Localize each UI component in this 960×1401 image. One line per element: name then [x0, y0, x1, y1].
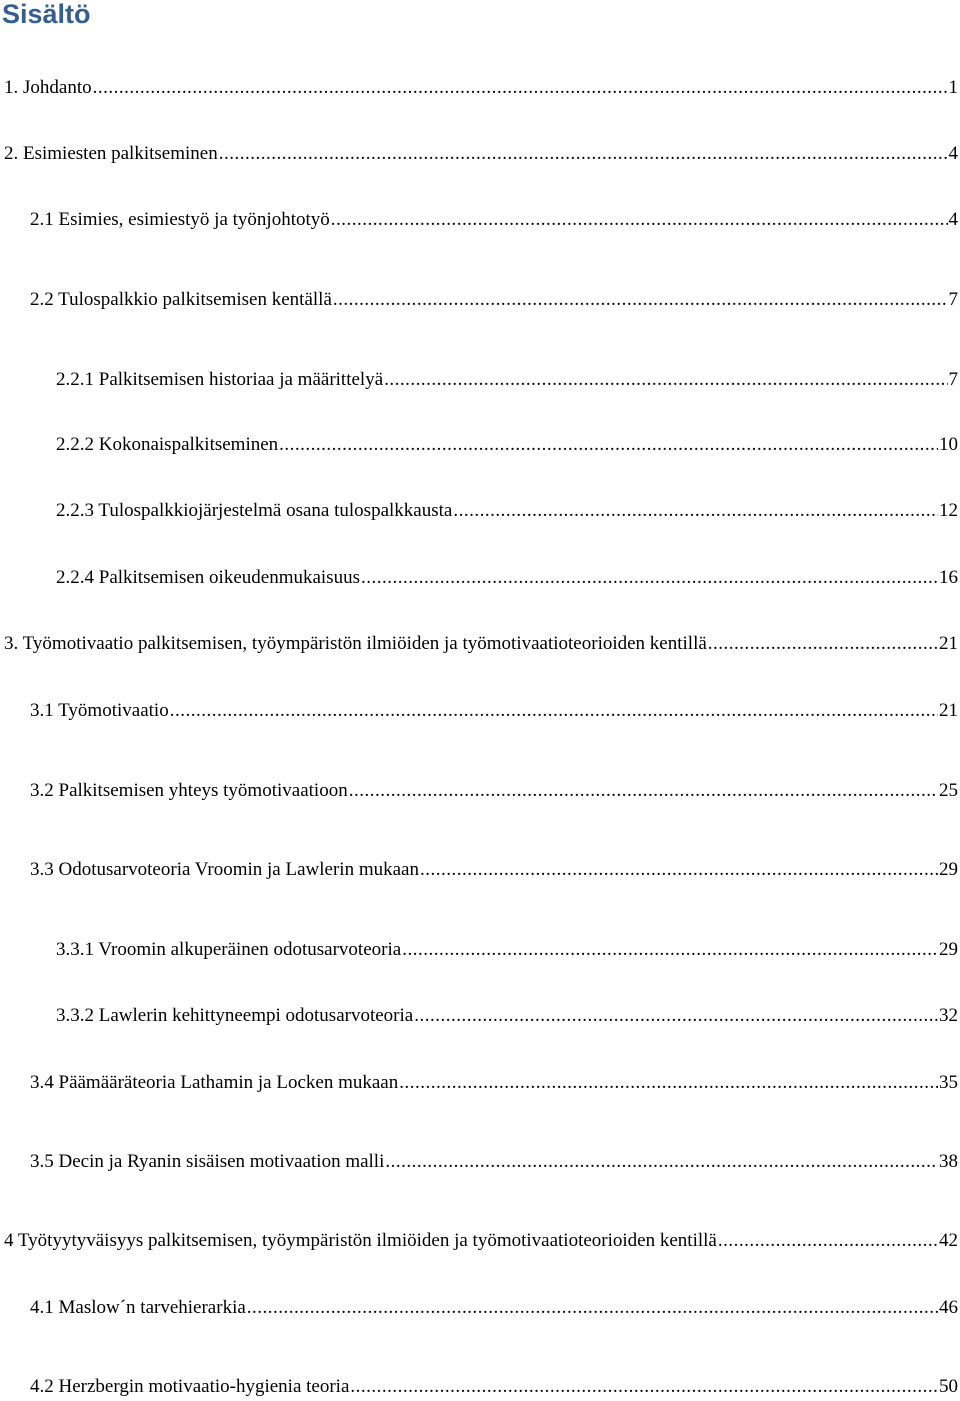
toc-dot-leader	[279, 432, 938, 458]
toc-entry-label: 2.1 Esimies, esimiestyö ja työnjohtotyö	[30, 209, 330, 230]
toc-dot-leader	[453, 498, 938, 524]
toc-dot-leader	[331, 207, 948, 233]
toc-dot-leader	[170, 698, 938, 724]
toc-page-number: 12	[939, 500, 958, 521]
toc-entry-3-4[interactable]	[30, 1070, 958, 1096]
toc-entry-label: 2.2 Tulospalkkio palkitsemisen kentällä	[30, 289, 332, 310]
toc-entry-4-1[interactable]	[30, 1295, 958, 1321]
toc-dot-leader	[93, 75, 948, 101]
toc-entry-3-3-1[interactable]	[56, 937, 958, 963]
toc-dot-leader	[414, 1003, 938, 1029]
toc-entry-4-2[interactable]	[30, 1374, 958, 1400]
toc-entry-label: 4.2 Herzbergin motivaatio-hygienia teoria	[30, 1376, 350, 1397]
toc-page-number: 21	[939, 633, 958, 654]
toc-entry-3-3-2[interactable]	[56, 1003, 958, 1029]
toc-page-number: 4	[948, 143, 958, 164]
toc-page-number: 4	[948, 209, 958, 230]
toc-entry-label: 3.3 Odotusarvoteoria Vroomin ja Lawlerin mukaan	[30, 859, 419, 880]
toc-dot-leader	[333, 287, 948, 313]
toc-entry-3-2[interactable]	[30, 778, 958, 804]
toc-entry-2-2-3[interactable]	[56, 498, 958, 524]
page-title: Sisältö	[2, 0, 91, 29]
toc-entry-3-5[interactable]	[30, 1149, 958, 1175]
toc-entry-label: 3.3.1 Vroomin alkuperäinen odotusarvoteoria	[56, 939, 402, 960]
toc-page-number: 29	[939, 939, 958, 960]
toc-entry-2-2[interactable]	[30, 287, 958, 313]
toc-dot-leader	[350, 1374, 938, 1400]
toc-entry-2-1[interactable]	[30, 207, 958, 233]
toc-page-number: 25	[939, 780, 958, 801]
toc-dot-leader	[718, 1228, 938, 1254]
toc-entry-3-3[interactable]	[30, 857, 958, 883]
toc-page-number: 35	[939, 1072, 958, 1093]
toc-entry-4[interactable]	[4, 1228, 958, 1254]
toc-dot-leader	[708, 631, 938, 657]
toc-page-number: 38	[939, 1151, 958, 1172]
toc-entry-2-2-4[interactable]	[56, 565, 958, 591]
toc-page-number: 16	[939, 567, 958, 588]
toc-entry-1[interactable]	[4, 75, 958, 101]
toc-page-number: 7	[948, 369, 958, 390]
toc-dot-leader	[361, 565, 938, 591]
toc-page-number: 46	[939, 1297, 958, 1318]
toc-dot-leader	[399, 1070, 938, 1096]
toc-dot-leader	[420, 857, 938, 883]
toc-page-number: 42	[939, 1230, 958, 1251]
toc-entry-label: 2.2.2 Kokonaispalkitseminen	[56, 434, 279, 455]
toc-dot-leader	[384, 367, 947, 393]
toc-entry-label: 3.5 Decin ja Ryanin sisäisen motivaation malli	[30, 1151, 385, 1172]
toc-page-number: 32	[939, 1005, 958, 1026]
toc-entry-label: 3.3.2 Lawlerin kehittyneempi odotusarvoteoria	[56, 1005, 414, 1026]
toc-entry-2-2-1[interactable]	[56, 367, 958, 393]
toc-page-number: 10	[939, 434, 958, 455]
toc-entry-label: 3.4 Päämääräteoria Lathamin ja Locken mukaan	[30, 1072, 399, 1093]
toc-entry-label: 4 Työtyytyväisyys palkitsemisen, työympäristön ilmiöiden ja työmotivaatioteorioiden kentillä	[4, 1230, 717, 1251]
toc-entry-label: 4.1 Maslow´n tarvehierarkia	[30, 1297, 246, 1318]
toc-entry-3[interactable]	[4, 631, 958, 657]
toc-entry-2-2-2[interactable]	[56, 432, 958, 458]
toc-entry-label: 2.2.3 Tulospalkkiojärjestelmä osana tulospalkkausta	[56, 500, 453, 521]
toc-page-number: 29	[939, 859, 958, 880]
toc-entry-label: 1. Johdanto	[4, 77, 92, 98]
toc-dot-leader	[402, 937, 938, 963]
toc-entry-2[interactable]	[4, 141, 958, 167]
toc-dot-leader	[219, 141, 948, 167]
toc-dot-leader	[247, 1295, 938, 1321]
toc-entry-label: 3. Työmotivaatio palkitsemisen, työympäristön ilmiöiden ja työmotivaatioteorioiden kentillä	[4, 633, 707, 654]
toc-page-number: 21	[939, 700, 958, 721]
toc-entry-label: 2. Esimiesten palkitseminen	[4, 143, 218, 164]
toc-entry-label: 2.2.1 Palkitsemisen historiaa ja määrittelyä	[56, 369, 384, 390]
toc-dot-leader	[349, 778, 938, 804]
toc-page-number: 1	[948, 77, 958, 98]
toc-entry-label: 3.1 Työmotivaatio	[30, 700, 169, 721]
toc-entry-3-1[interactable]	[30, 698, 958, 724]
toc-page-number: 50	[939, 1376, 958, 1397]
toc-page-number: 7	[948, 289, 958, 310]
toc-entry-label: 2.2.4 Palkitsemisen oikeudenmukaisuus	[56, 567, 360, 588]
toc-entry-label: 3.2 Palkitsemisen yhteys työmotivaatioon	[30, 780, 348, 801]
toc-dot-leader	[385, 1149, 938, 1175]
